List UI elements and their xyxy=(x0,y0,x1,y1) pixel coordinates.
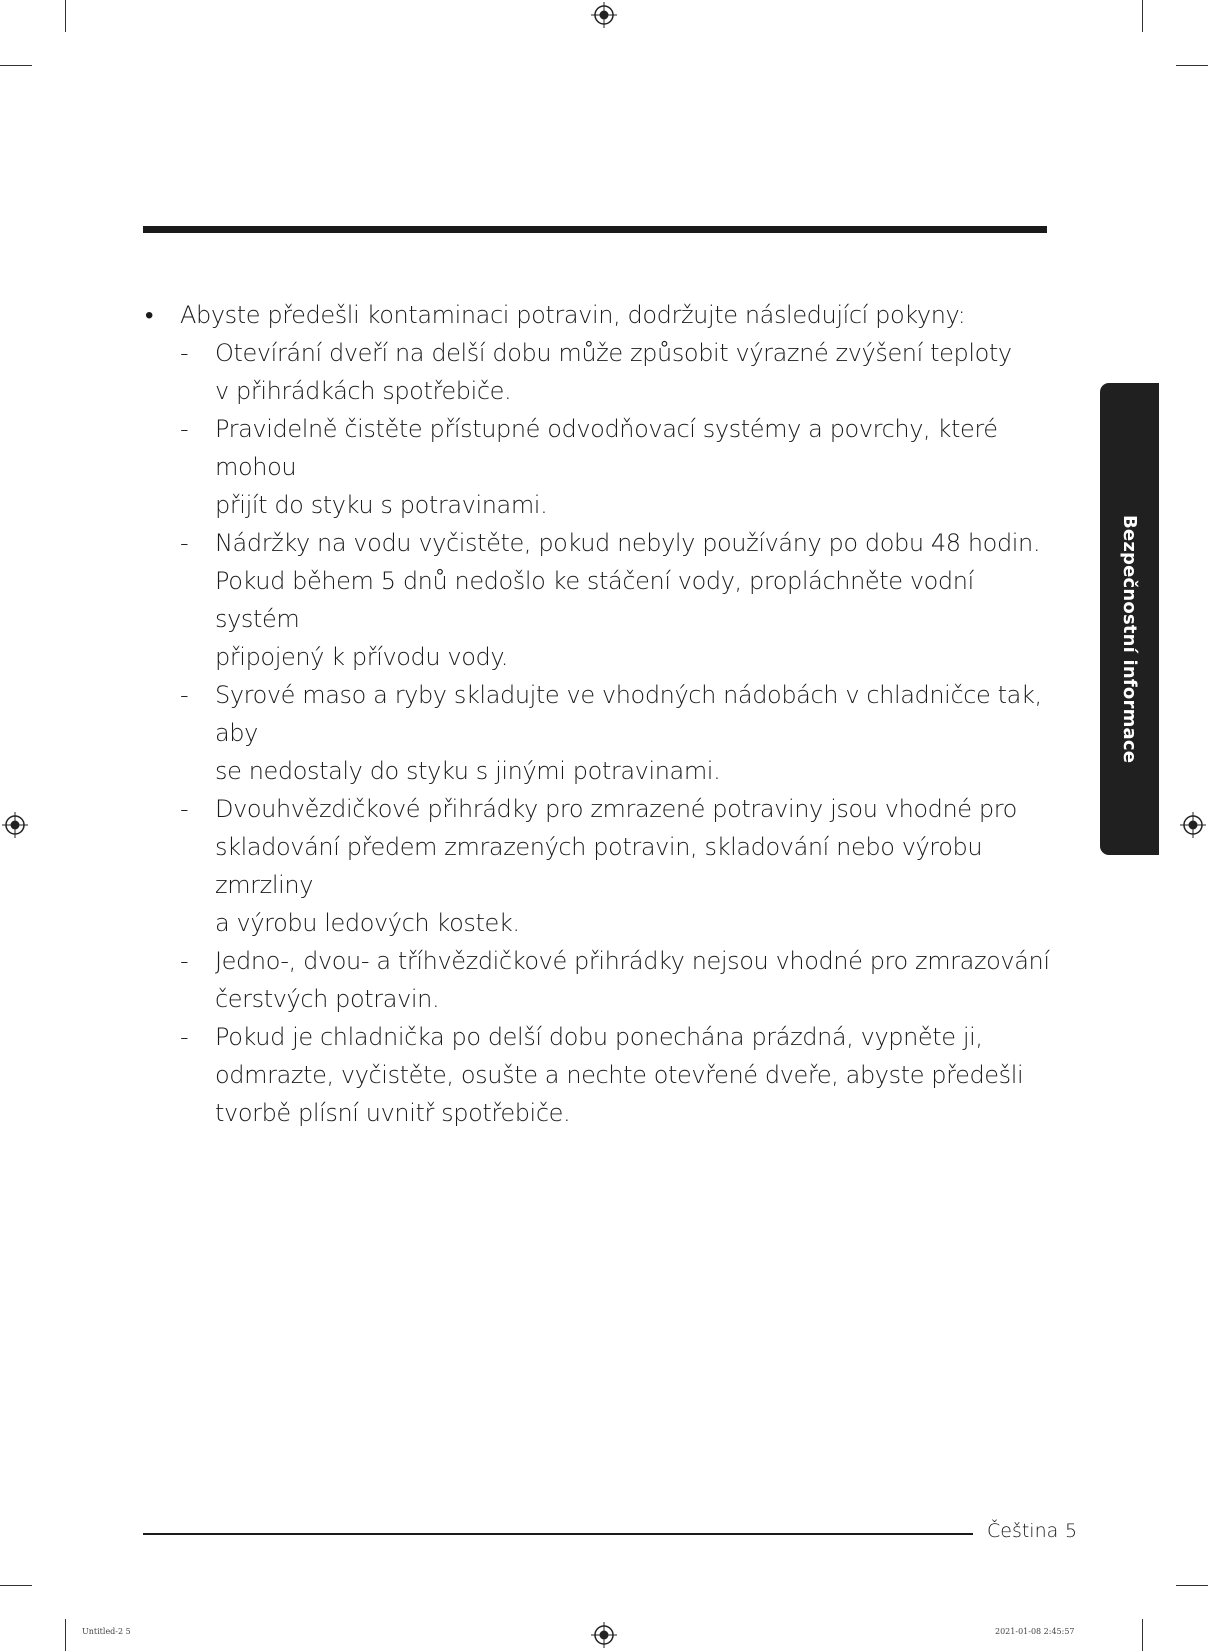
list-item xyxy=(143,410,1063,524)
dash-marker: - xyxy=(180,529,189,557)
registration-mark-icon xyxy=(2,812,28,838)
list-item xyxy=(143,790,1063,942)
list-item-line: připojený k přívodu vody. xyxy=(215,643,508,671)
list-item xyxy=(143,524,1063,676)
list-item xyxy=(143,676,1063,790)
list-item-line: skladování předem zmrazených potravin, skladování nebo výrobu zmrzliny xyxy=(215,833,983,899)
registration-mark-icon xyxy=(591,2,617,28)
dash-marker: - xyxy=(180,681,189,709)
registration-mark-icon xyxy=(1180,812,1206,838)
crop-mark xyxy=(65,0,66,32)
crop-mark xyxy=(1176,1585,1208,1586)
list-item-line: Pokud je chladnička po delší dobu ponechána prázdná, vypněte ji, xyxy=(215,1023,983,1051)
crop-mark xyxy=(1142,0,1143,32)
list-item xyxy=(143,1018,1063,1132)
list-item-line: Pokud během 5 dnů nedošlo ke stáčení vody, propláchněte vodní systém xyxy=(215,567,974,633)
intro-text: Abyste předešli kontaminaci potravin, dodržujte následující pokyny: xyxy=(180,301,966,329)
list-item-line: a výrobu ledových kostek. xyxy=(215,909,520,937)
section-tab-label: Bezpečnostní informace xyxy=(1119,515,1140,764)
list-item xyxy=(143,334,1063,410)
section-side-tab xyxy=(1100,383,1159,855)
dash-marker: - xyxy=(180,339,189,367)
list-item xyxy=(143,942,1063,1018)
instruction-list xyxy=(143,334,1063,1132)
intro-bullet xyxy=(143,296,1063,334)
list-item-line: přijít do styku s potravinami. xyxy=(215,491,548,519)
crop-mark xyxy=(1142,1619,1143,1651)
list-item-line: Nádržky na vodu vyčistěte, pokud nebyly používány po dobu 48 hodin. xyxy=(215,529,1041,557)
list-item-line: Syrové maso a ryby skladujte ve vhodných nádobách v chladničce tak, aby xyxy=(215,681,1042,747)
list-item-line: Dvouhvězdičkové přihrádky pro zmrazené potraviny jsou vhodné pro xyxy=(215,795,1017,823)
dash-marker: - xyxy=(180,1023,189,1051)
crop-mark xyxy=(65,1619,66,1651)
footer-rule xyxy=(143,1533,973,1535)
header-rule xyxy=(143,226,1047,233)
print-slug-file: Untitled-2 5 xyxy=(82,1627,131,1636)
list-item-line: tvorbě plísní uvnitř spotřebiče. xyxy=(215,1099,571,1127)
registration-mark-icon xyxy=(591,1622,617,1648)
footer-language: Čeština xyxy=(987,1520,1059,1542)
list-item-line: čerstvých potravin. xyxy=(215,985,440,1013)
dash-marker: - xyxy=(180,415,189,443)
bullet-icon: • xyxy=(145,301,154,329)
list-item-line: odmrazte, vyčistěte, osušte a nechte otevřené dveře, abyste předešli xyxy=(215,1061,1024,1089)
crop-mark xyxy=(0,65,32,66)
list-item-line: Otevírání dveří na delší dobu může způsobit výrazné zvýšení teploty xyxy=(215,339,1012,367)
crop-mark xyxy=(0,1585,32,1586)
list-item-line: v přihrádkách spotřebiče. xyxy=(215,377,512,405)
print-slug-timestamp: 2021-01-08 2:45:57 xyxy=(995,1627,1075,1636)
safety-content xyxy=(143,296,1063,1132)
dash-marker: - xyxy=(180,947,189,975)
list-item-line: Pravidelně čistěte přístupné odvodňovací systémy a povrchy, které mohou xyxy=(215,415,998,481)
list-item-line: se nedostaly do styku s jinými potravinami. xyxy=(215,757,721,785)
page-number: 5 xyxy=(1065,1520,1078,1542)
dash-marker: - xyxy=(180,795,189,823)
crop-mark xyxy=(1176,65,1208,66)
list-item-line: Jedno-, dvou- a tříhvězdičkové přihrádky nejsou vhodné pro zmrazování xyxy=(215,947,1050,975)
